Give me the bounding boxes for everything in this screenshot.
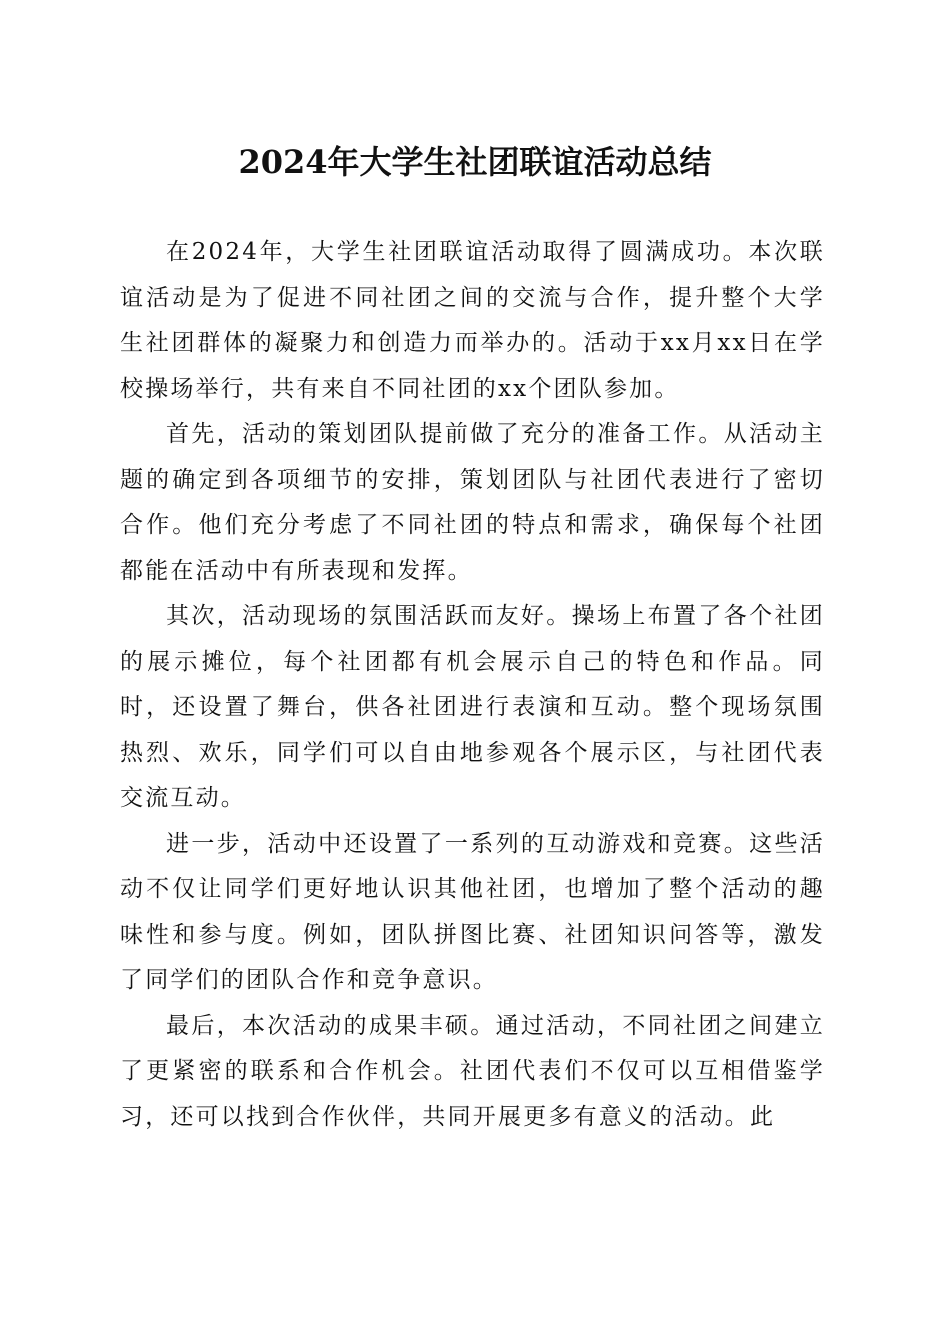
document-body — [120, 230, 825, 1140]
paragraph-intro: 在2024年，大学生社团联谊活动取得了圆满成功。本次联谊活动是为了促进不同社团之间的交流与合作，提升整个大学生社团群体的凝聚力和创造力而举办的。活动于xx月xx日在学校操场举行，共有来自不同社团的xx个团队参加。 — [120, 239, 825, 402]
paragraph-atmosphere: 其次，活动现场的氛围活跃而友好。操场上布置了各个社团的展示摊位，每个社团都有机会展示自己的特色和作品。同时，还设置了舞台，供各社团进行表演和互动。整个现场氛围热烈、欢乐，同学们可以自由地参观各个展示区，与社团代表交流互动。 — [120, 603, 825, 811]
paragraph-games: 进一步，活动中还设置了一系列的互动游戏和竞赛。这些活动不仅让同学们更好地认识其他社团，也增加了整个活动的趣味性和参与度。例如，团队拼图比赛、社团知识问答等，激发了同学们的团队合作和竞争意识。 — [120, 830, 825, 993]
document-title: 2024年大学生社团联谊活动总结 — [238, 143, 712, 181]
paragraph-results: 最后，本次活动的成果丰硕。通过活动，不同社团之间建立了更紧密的联系和合作机会。社团代表们不仅可以互相借鉴学习，还可以找到合作伙伴，共同开展更多有意义的活动。此 — [120, 1012, 825, 1130]
paragraph-planning: 首先，活动的策划团队提前做了充分的准备工作。从活动主题的确定到各项细节的安排，策划团队与社团代表进行了密切合作。他们充分考虑了不同社团的特点和需求，确保每个社团都能在活动中有所表现和发挥。 — [120, 421, 825, 584]
